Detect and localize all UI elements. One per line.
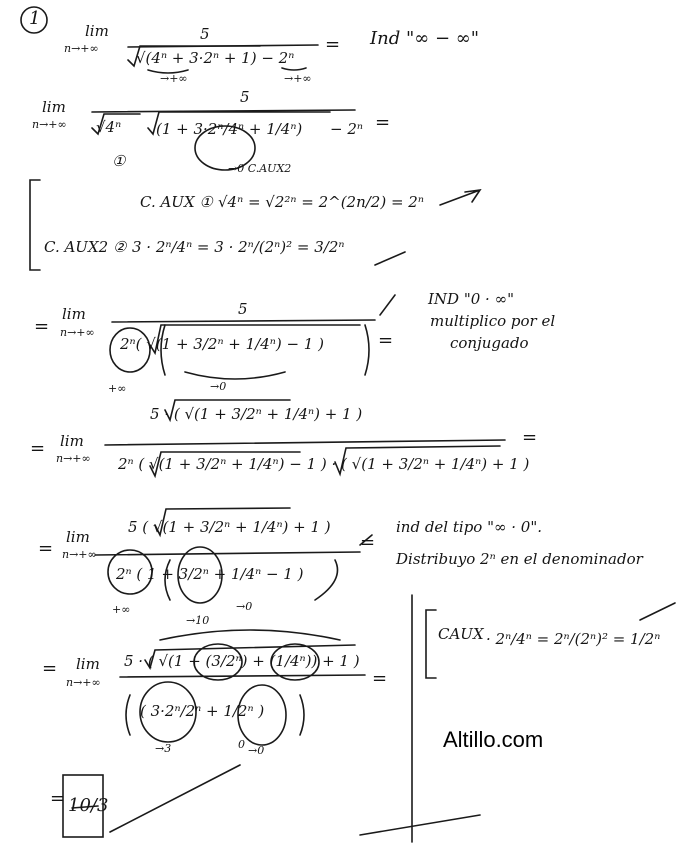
fraction-denominator: ( 3·2ⁿ/2ⁿ + 1/2ⁿ ) [140, 702, 265, 720]
fraction-denominator: 2ⁿ( √(1 + 3/2ⁿ + 1/4ⁿ) − 1 ) [120, 335, 324, 353]
fraction-numerator: 5 [240, 88, 250, 106]
equals-sign: = [372, 668, 388, 689]
problem-number: 1 [29, 8, 41, 29]
fraction-denominator: 2ⁿ ( 1 + 3/2ⁿ + 1/4ⁿ − 1 ) [116, 565, 304, 583]
aux-label: CAUX [438, 625, 484, 643]
equals-sign: = [42, 658, 58, 679]
final-result: 10/3 [68, 795, 109, 816]
fraction-numerator: 5 ( √(1 + 3/2ⁿ + 1/4ⁿ) + 1 ) [128, 518, 331, 536]
lim-label: lim [76, 655, 100, 673]
arrow-note: →+∞ [160, 72, 188, 85]
side-note: Distribuyo 2ⁿ en el denominador [396, 550, 643, 568]
lim-subscript: n→+∞ [60, 326, 95, 339]
fraction-denominator: √(4ⁿ + 3·2ⁿ + 1) − 2ⁿ [136, 49, 295, 67]
equals-sign: = [522, 427, 538, 448]
aux-body: 3 · 2ⁿ/4ⁿ = 3 · 2ⁿ/(2ⁿ)² = 3/2ⁿ [132, 238, 345, 256]
fraction-numerator: 5 · ( √(1 + (3/2ⁿ) + (1/4ⁿ)) + 1 ) [124, 652, 360, 670]
side-note: conjugado [450, 334, 529, 352]
equals-sign: = [325, 34, 341, 55]
fraction-denominator: 2ⁿ ( √(1 + 3/2ⁿ + 1/4ⁿ) − 1 ) · ( √(1 + 3/2ⁿ + 1/4ⁿ) + 1 ) [118, 455, 530, 473]
equals-sign: = [360, 532, 376, 553]
equals-sign: = [34, 316, 50, 337]
lim-label: lim [60, 432, 84, 450]
under-note: +∞ [112, 603, 131, 616]
aux-body: · 2ⁿ/4ⁿ = 2ⁿ/(2ⁿ)² = 1/2ⁿ [486, 630, 661, 648]
indeterminate-note: Ind "∞ − ∞" [370, 28, 480, 49]
under-note: →0 [210, 380, 227, 393]
under-note: 0 [238, 738, 245, 751]
equals-sign: = [375, 112, 391, 133]
lim-label: lim [42, 98, 66, 116]
under-note: →3 [155, 742, 172, 755]
minus-term: − 2ⁿ [330, 120, 363, 138]
under-note: →0 C.AUX2 [228, 162, 292, 175]
equals-sign: = [50, 788, 66, 809]
lim-subscript: n→+∞ [62, 548, 97, 561]
fraction-numerator: 5 · ( √(1 + 3/2ⁿ + 1/4ⁿ) + 1 ) [150, 405, 363, 423]
side-note: IND "0 · ∞" [428, 290, 514, 308]
fraction-numerator: 5 [200, 25, 210, 43]
equals-sign: = [38, 538, 54, 559]
equals-sign: = [378, 330, 394, 351]
side-note: ind del tipo "∞ · 0". [396, 518, 543, 536]
equals-sign: = [30, 438, 46, 459]
aux-body: √4ⁿ = √2²ⁿ = 2^(2n/2) = 2ⁿ [218, 193, 424, 211]
aux-label: C. AUX ① [140, 193, 213, 211]
side-note: multiplico por el [430, 312, 556, 330]
circled-mark: ① [112, 152, 126, 170]
lim-subscript: n→+∞ [66, 676, 101, 689]
lim-label: lim [85, 22, 109, 40]
lim-label: lim [66, 528, 90, 546]
lim-subscript: n→+∞ [64, 42, 99, 55]
fraction-numerator: 5 [238, 300, 248, 318]
aux-label: C. AUX2 ② [44, 238, 127, 256]
lim-label: lim [62, 305, 86, 323]
root-term: √4ⁿ [96, 118, 122, 136]
arrow-note: →+∞ [284, 72, 312, 85]
lim-subscript: n→+∞ [32, 118, 67, 131]
under-note: +∞ [108, 382, 127, 395]
under-note: →0 [248, 744, 265, 757]
under-note: →0 [236, 600, 253, 613]
bracket-term: (1 + 3·2ⁿ/4ⁿ + 1/4ⁿ) [156, 120, 303, 138]
lim-subscript: n→+∞ [56, 452, 91, 465]
watermark: Altillo.com [443, 727, 544, 752]
over-note: →10 [186, 614, 210, 627]
